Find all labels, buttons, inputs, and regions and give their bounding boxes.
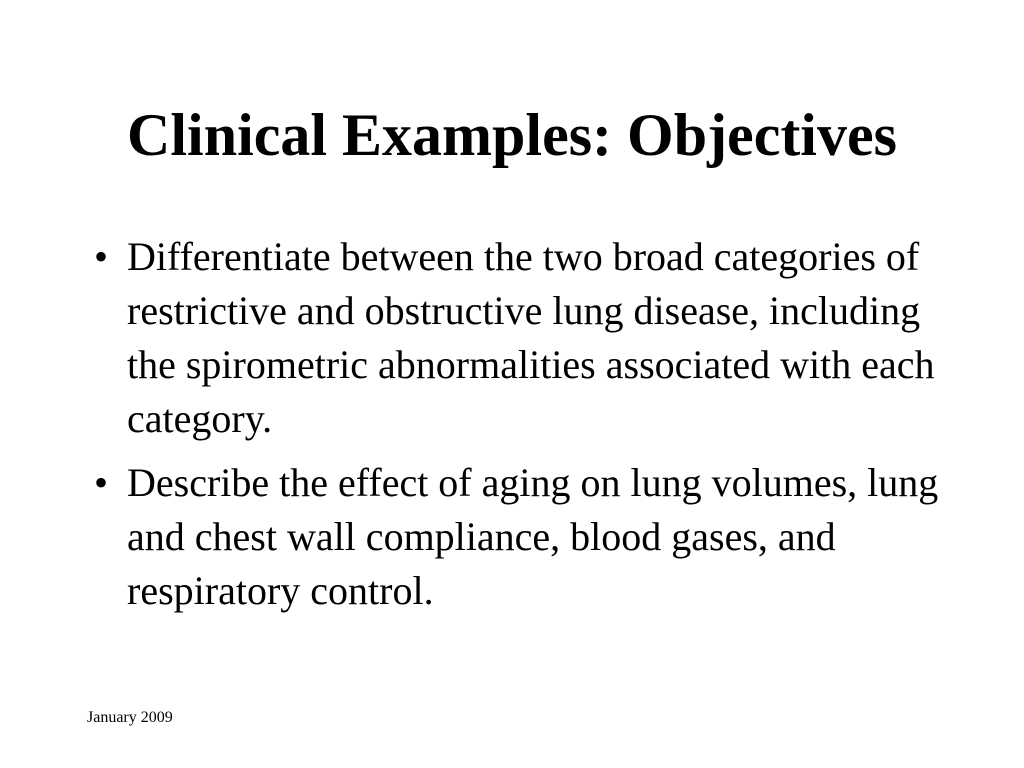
- objective-item: [86, 456, 966, 618]
- objective-text: Differentiate between the two broad categories of restrictive and obstructive lung disease, including the spirometric abnormalities associated with each category.: [127, 234, 935, 441]
- objective-item: [86, 230, 966, 446]
- bullet-icon: •: [93, 460, 108, 505]
- bullet-icon: •: [93, 234, 108, 279]
- objective-text: Describe the effect of aging on lung volumes, lung and chest wall compliance, blood gases, and respiratory control.: [127, 460, 939, 613]
- objectives-list: [86, 230, 966, 628]
- footer-date: January 2009: [87, 709, 173, 726]
- slide-title: Clinical Examples: Objectives: [127, 102, 897, 168]
